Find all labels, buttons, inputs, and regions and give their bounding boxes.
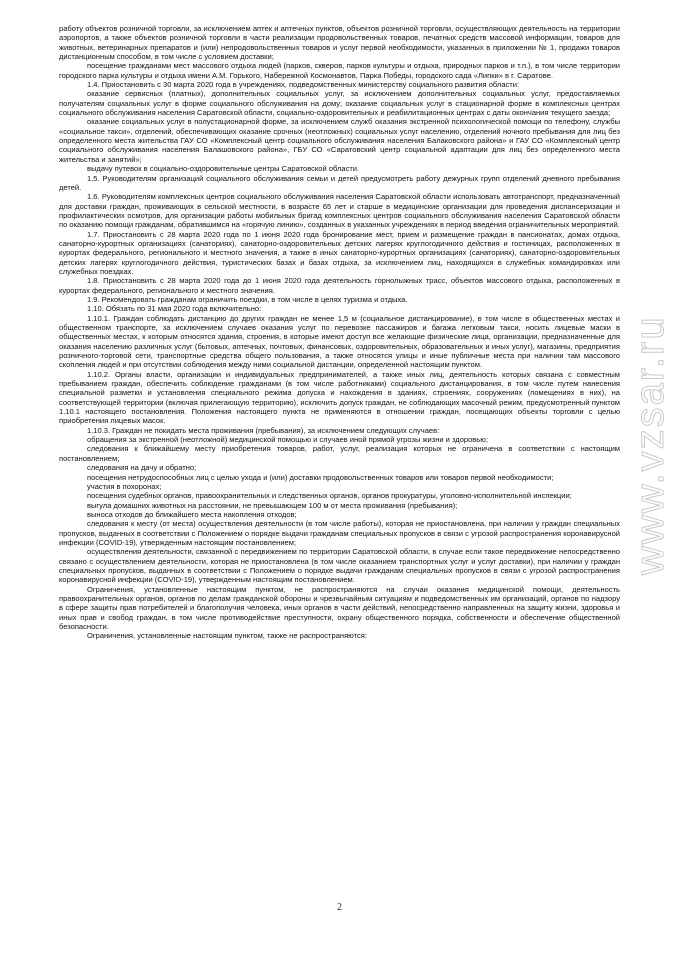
paragraph: 1.5. Руководителям организаций социального обслуживания семьи и детей предусмотреть работу дежурных групп отделений дневного пребывания детей. <box>59 173 620 192</box>
paragraph: посещения судебных органов, правоохранительных и следственных органов, органов прокуратуры, уголовно-исполнительной инспекции; <box>87 491 572 501</box>
paragraph: 1.8. Приостановить с 28 марта 2020 года до 1 июня 2020 года деятельность горнолыжных трасс, объектов массового отдыха, расположенных в курортах федерального, регионального и местного значения. <box>59 276 620 295</box>
paragraph: выгула домашних животных на расстоянии, не превышающем 100 м от места проживания (пребывания); <box>87 500 458 510</box>
document-body <box>59 24 620 641</box>
paragraph: 1.10.3. Граждан не покидать места проживания (пребывания), за исключением следующих случаев: <box>87 425 440 435</box>
paragraph: 1.7. Приостановить с 28 марта 2020 года по 1 июня 2020 года бронирование мест, прием и размещение граждан в пансионатах, домах отдыха, санаторно-курортных организациях (санаториях), санаторно-оздоровительных детских лагерях круглогодичного действия и гостиницах, расположенных в курортах федерального, регионального и местного значения, а также в иных санаторно-курортных организациях (санаториях), санаторно-оздоровительных детских лагерях круглогодичного действия, туристических базах и базах отдыха, за исключением лиц, находящихся в служебных командировках или служебных поездках. <box>59 229 620 276</box>
paragraph: выноса отходов до ближайшего места накопления отходов; <box>87 509 297 519</box>
paragraph: следования на дачу и обратно; <box>87 463 197 473</box>
paragraph: оказание сервисных (платных), дополнительных социальных услуг, за исключением дополнительных социальных услуг, предоставляемых получателям социальных услуг в форме социального обслуживания на дому; оказание социальных услуг в стационарной форме в комплексных центрах социального обслуживания населения Саратовской области, социально-оздоровительных и реабилитационных центрах с даты окончания текущего заезда; <box>59 89 620 118</box>
paragraph: 1.10. Обязать по 31 мая 2020 года включительно: <box>87 304 262 314</box>
paragraph: 1.9. Рекомендовать гражданам ограничить поездки, в том числе в целях туризма и отдыха. <box>87 294 408 304</box>
paragraph: выдачу путевок в социально-оздоровительные центры Саратовской области. <box>87 164 360 174</box>
paragraph: работу объектов розничной торговли, за исключением аптек и аптечных пунктов, объектов розничной торговли, осуществляющих деятельность на территории аэропортов, а также объектов розничной торговли в части реализации продовольственных товаров, печатных средств массовой информации, товаров для животных, ветеринарных препаратов и (или) непродовольственных товаров и услуг первой необходимости, указанных в приложении № 1, продажи товаров дистанционным способом, в том числе с условием доставки; <box>59 24 620 62</box>
paragraph: 1.10.1. Граждан соблюдать дистанцию до других граждан не менее 1,5 м (социальное дистанцирование), в том числе в общественных местах и общественном транспорте, за исключением случаев оказания услуг по перевозке пассажиров и багажа легковым такси, носить лицевые маски в общественных местах, к которым относятся здания, строения, в которые имеют доступ все желающие физические лица, организации, предназначенные для оказания населению различных услуг (бытовых, аптечных, почтовых, финансовых, оздоровительных, образовательных и иных услуг), магазины, предприятия розничного-торговой сети, транспортные средства общего пользования, а также относятся улицы и иные публичные места при наличии там массового скопления людей и при отсутствии соблюдения между ними социальной дистанции, определенной настоящим пунктом. <box>59 313 620 370</box>
paragraph: осуществления деятельности, связанной с передвижением по территории Саратовской области, в случае если такое передвижение непосредственно связано с осуществлением деятельности, которая не приостановлена (в том числе оказанием транспортных услуг и услуг доставки), при наличии у граждан специальных пропусков, выданных в соответствии с Положением о порядке выдачи гражданам специальных пропусков в связи с угрозой распространения коронавирусной инфекции (COVID-19), утвержденным настоящим постановлением. <box>59 547 620 585</box>
paragraph: оказание социальных услуг в полустационарной форме, за исключением служб оказания экстренной психологической помощи по телефону, службы «социальное такси», отделений, обеспечивающих оказание срочных (неотложных) социальных услуг населению, отделений ночного пребывания для лиц без определенного места жительства ГАУ СО «Комплексный центр социального обслуживания населения Балаковского района» и ГАУ СО «Комплексный центр социального обслуживания населения Балашовского района», ГБУ СО «Саратовский центр социальной адаптации для лиц без определенного места жительства и занятий»; <box>59 117 620 164</box>
watermark: www.vzsar.ru <box>628 315 672 575</box>
paragraph: участия в похоронах; <box>87 481 162 491</box>
paragraph: обращения за экстренной (неотложной) медицинской помощью и случаев иной прямой угрозы жизни и здоровью; <box>87 435 488 445</box>
paragraph: 1.6. Руководителям комплексных центров социального обслуживания населения Саратовской области использовать автотранспорт, предназначенный для доставки граждан, проживающих в сельской местности, в возрасте 65 лет и старше в медицинские организации для проведения диспансеризации и профилактических осмотров, для организации работы мобильных бригад комплексных центров социального обслуживания населения Саратовской области по оказанию помощи гражданам, обратившимся на «горячую линию», созданных в указанных учреждениях в период введения ограничительных мероприятий. <box>59 192 620 230</box>
paragraph: 1.4. Приостановить с 30 марта 2020 года в учреждениях, подведомственных министерству социального развития области: <box>87 80 520 90</box>
paragraph: посещение гражданами мест массового отдыха людей (парков, скверов, парков культуры и отдыха, природных парков и т.п.), в том числе территории городского парка культуры и отдыха имени А.М. Горького, Набережной Космонавтов, Парка Победы, городского сада «Липки» в г. Саратове. <box>59 61 620 80</box>
paragraph: следования к месту (от места) осуществления деятельности (в том числе работы), которая не приостановлена, при наличии у граждан специальных пропусков, выданных в соответствии с Положением о порядке выдачи гражданам специальных пропусков в связи с угрозой распространения коронавирусной инфекции (COVID-19), утвержденным настоящим постановлением; <box>59 519 620 547</box>
page-number: 2 <box>337 902 342 913</box>
paragraph: 1.10.2. Органы власти, организации и индивидуальных предпринимателей, а также иных лиц, деятельность которых связана с совместным пребыванием граждан, обеспечить соблюдение гражданами (в том числе работниками) социального дистанцирования, в том числе путем нанесения специальной разметки и установления специального режима допуска и нахождения в зданиях, строениях, сооружениях (помещениях в них), на соответствующей территории (включая прилегающую территорию), исключить допуск граждан, не соблюдающих масочный режим, предусмотренный пунктом 1.10.1 настоящего постановления. Положения настоящего пункта не применяются в отношении граждан, посещающих объекты торговли с целью приобретения лицевых масок. <box>59 369 620 426</box>
paragraph: Ограничения, установленные настоящим пунктом, также не распространяются: <box>87 631 367 641</box>
paragraph: посещения нетрудоспособных лиц с целью ухода и (или) доставки продовольственных товаров или товаров первой необходимости; <box>87 472 554 482</box>
paragraph: Ограничения, установленные настоящим пунктом, не распространяются на случаи оказания медицинской помощи, деятельность правоохранительных органов, органов по делам гражданской обороны и чрезвычайным ситуациям и подведомственных им организаций, органов по надзору в сфере защиты прав потребителей и благополучия человека, иных органов в части действий, непосредственно направленных на защиту жизни, здоровья и иных прав и свобод граждан, в том числе противодействие преступности, охрану общественного порядка, собственности и обеспечение общественной безопасности. <box>59 584 620 631</box>
paragraph: следования к ближайшему месту приобретения товаров, работ, услуг, реализация которых не ограничена в соответствии с настоящим постановлением; <box>59 444 620 463</box>
